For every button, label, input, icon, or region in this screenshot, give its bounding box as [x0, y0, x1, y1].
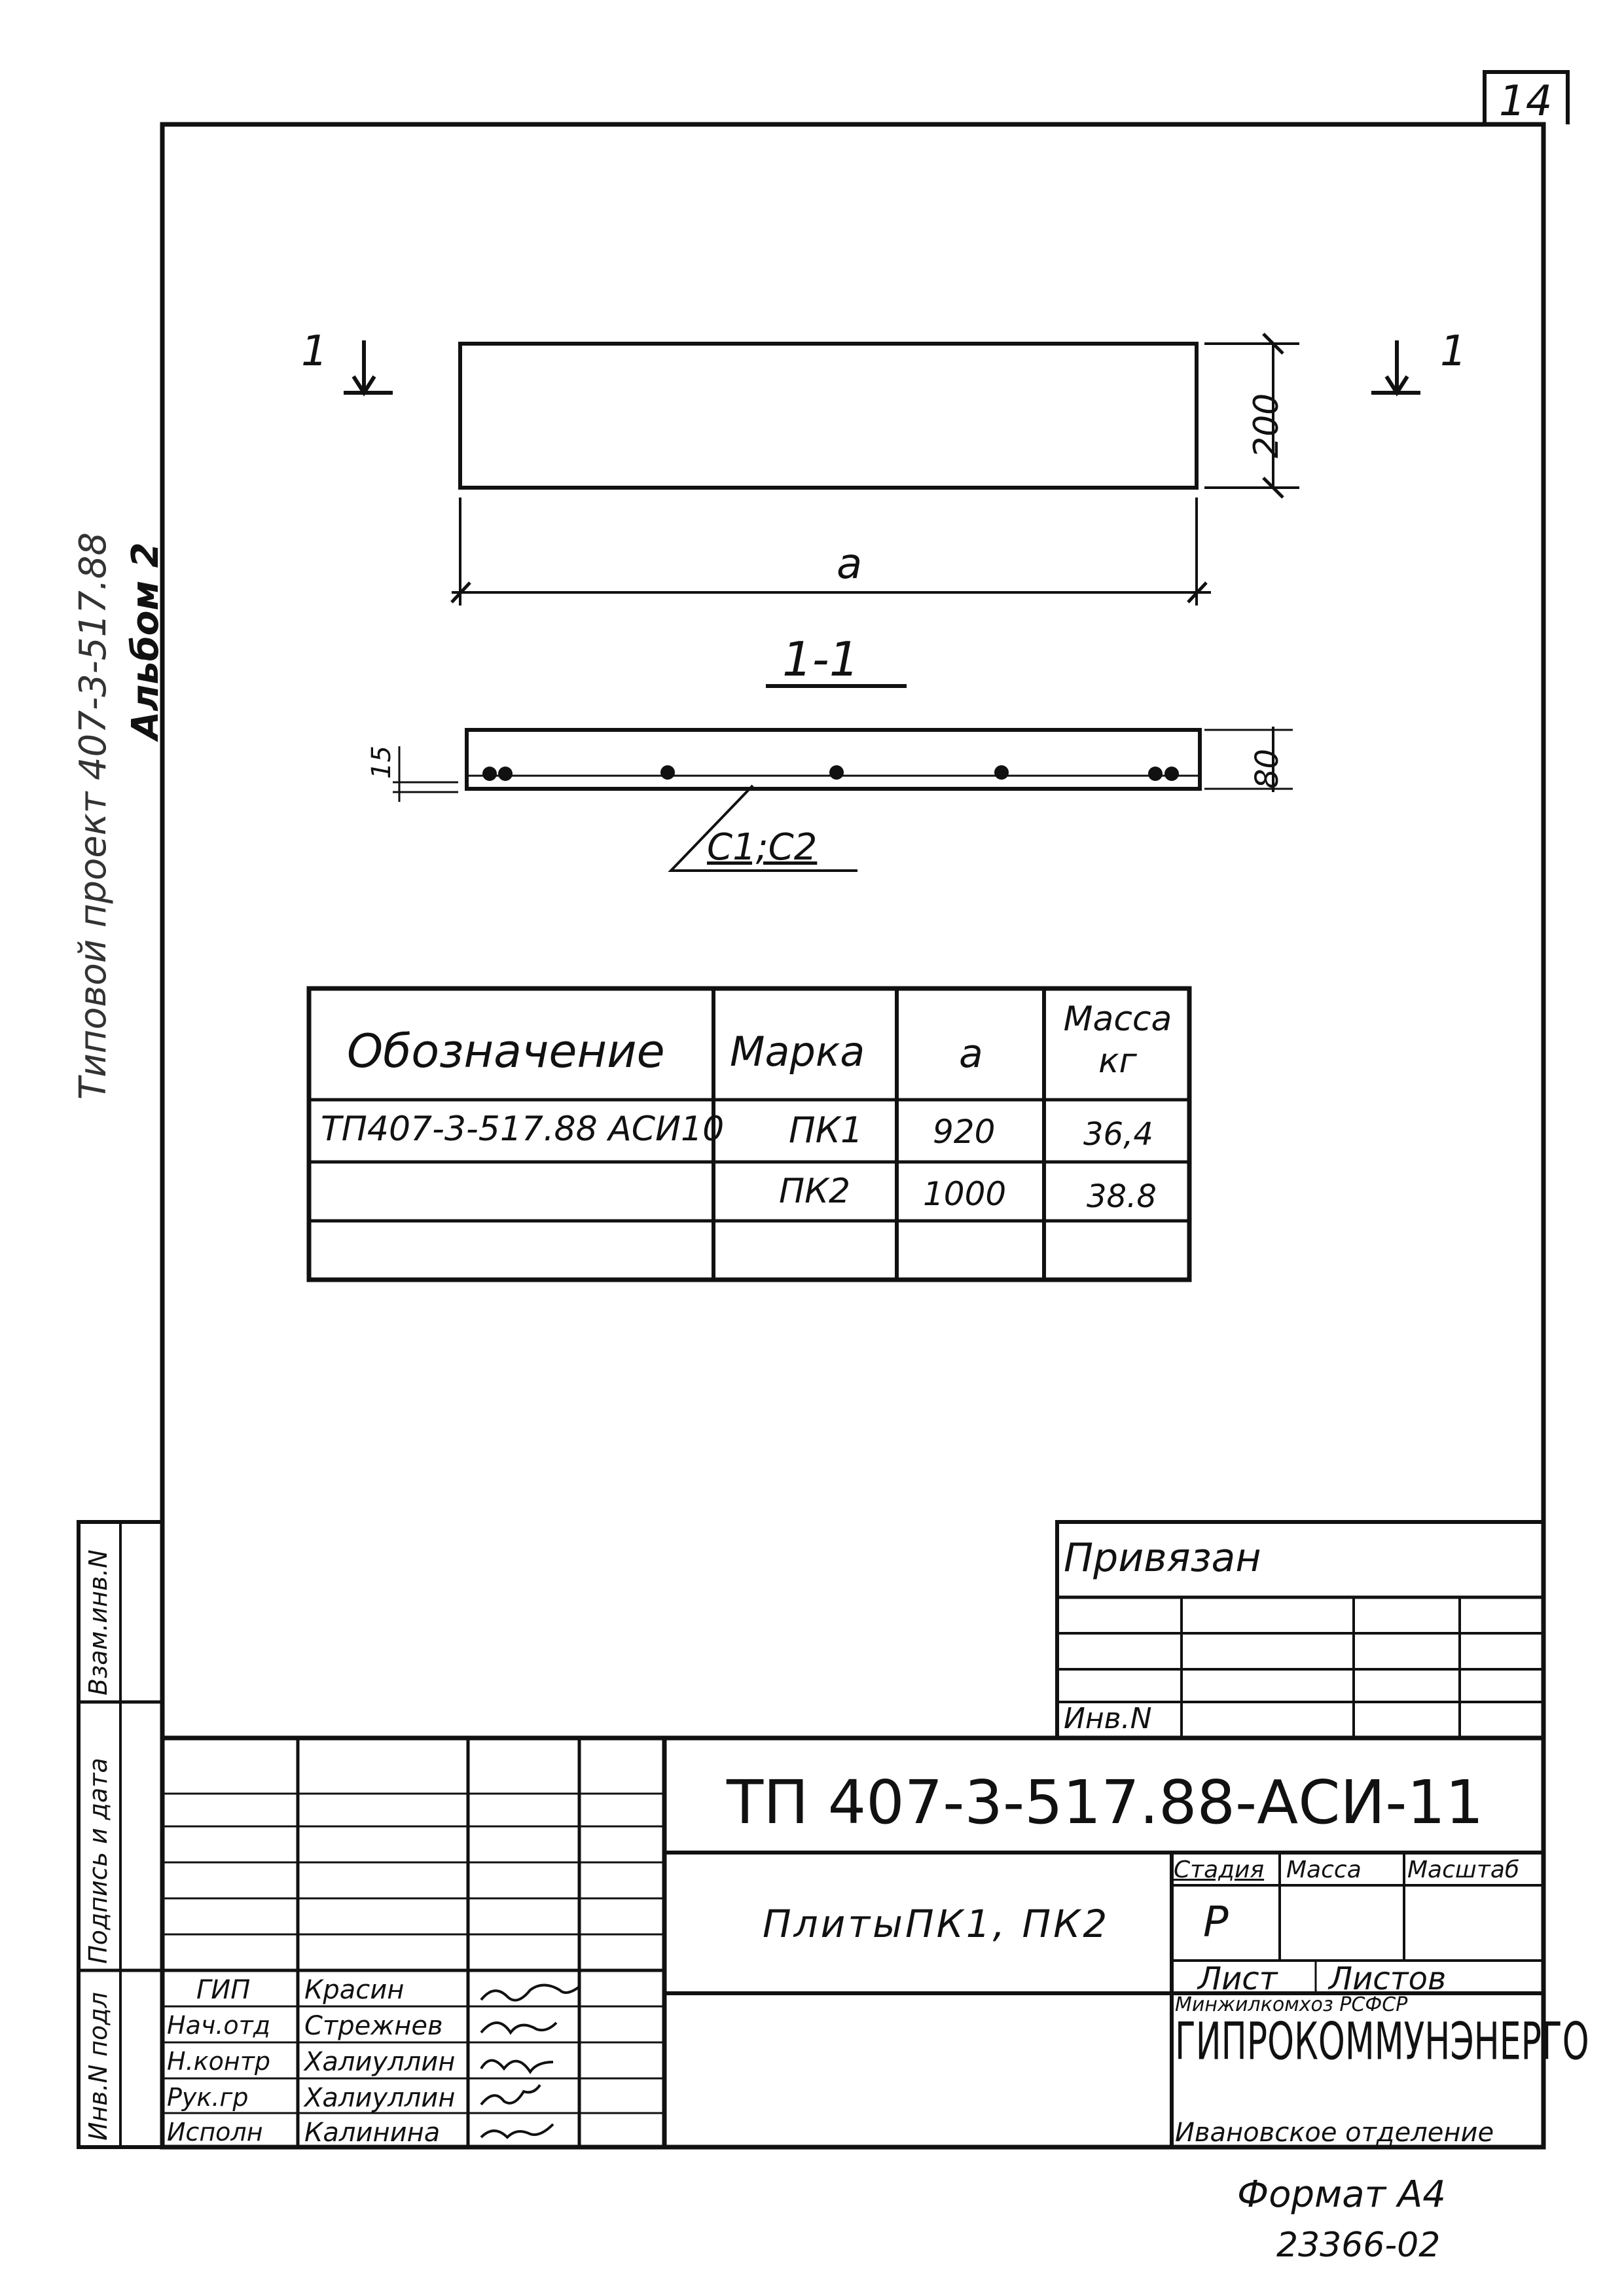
format-label: Формат А4 [1237, 2173, 1446, 2216]
signer-role: Исполн [167, 2118, 263, 2146]
footer-code: 23366-02 [1276, 2226, 1441, 2265]
spec-header-designation: Обозначение [347, 1024, 665, 1078]
signer-role: ГИП [196, 1975, 251, 2005]
stage-label: Стадия [1174, 1856, 1265, 1883]
spec-row-1-a: 920 [933, 1113, 996, 1151]
drawing-title: ПлитыПК1, ПК2 [763, 1902, 1110, 1946]
spec-row-1-designation: ТП407-3-517.88 АСИ10 [321, 1110, 725, 1149]
spec-header-a: a [959, 1031, 983, 1077]
org-name: ГИПРОКОММУНЭНЕРГО [1175, 2013, 1589, 2072]
dim-cover: 15 [367, 746, 397, 779]
dim-length: a [837, 540, 863, 588]
spec-row-2-mass: 38.8 [1087, 1178, 1157, 1215]
strip-label-inv-original: Инв.N подл [84, 1992, 113, 2141]
sheet-number: 14 [1499, 77, 1553, 126]
org-line2: Ивановское отделение [1175, 2118, 1494, 2148]
signer-name: Стрежнев [304, 2011, 443, 2041]
binding-title: Привязан [1064, 1535, 1261, 1581]
signature-marks [481, 1985, 579, 2138]
album-name: Альбом 2 [124, 542, 167, 740]
spec-row-2-mark: ПК2 [779, 1172, 851, 1211]
sheets-label: Листов [1329, 1961, 1447, 1997]
spec-header-mass [1047, 998, 1188, 1082]
stage-value: Р [1203, 1898, 1229, 1947]
rebar-dots [482, 765, 1179, 781]
signer-name: Халиуллин [304, 2083, 456, 2113]
spec-header-mass-line1: Масса [1063, 1000, 1172, 1039]
album-title: Типовой проект 407-3-517.88 [72, 532, 115, 1100]
doc-code: ТП 407-3-517.88-АСИ-11 [727, 1767, 1484, 1837]
spec-row-1-mark: ПК1 [789, 1110, 863, 1151]
org-line1: Минжилкомхоз РСФСР [1175, 1993, 1408, 2016]
dim-height-top: 200 [1247, 393, 1286, 458]
spec-header-mass-line2: кг [1098, 1041, 1137, 1081]
sheet-label: Лист [1198, 1961, 1278, 1997]
signer-role: Рук.гр [167, 2083, 249, 2112]
section-mark-left: 1 [301, 327, 328, 376]
signer-name: Халиуллин [304, 2047, 456, 2077]
spec-header-mark: Марка [730, 1028, 865, 1076]
scale-label: Масштаб [1407, 1856, 1520, 1883]
rebar-callout: С1;С2 [707, 826, 818, 869]
section-mark-right: 1 [1440, 327, 1467, 376]
signer-name: Красин [304, 1975, 405, 2005]
strip-label-replace-inv: Взам.инв.N [84, 1549, 113, 1695]
signer-role: Нач.отд [167, 2011, 271, 2040]
dim-thickness: 80 [1249, 748, 1286, 789]
binding-inv-label: Инв.N [1064, 1702, 1152, 1735]
mass-label: Масса [1286, 1856, 1362, 1883]
strip-label-signature-date: Подпись и дата [84, 1758, 113, 1964]
signer-name: Калинина [304, 2118, 441, 2148]
spec-row-2-a: 1000 [923, 1175, 1007, 1213]
signer-role: Н.контр [167, 2047, 270, 2076]
spec-row-1-mass: 36,4 [1083, 1116, 1153, 1153]
section-title: 1-1 [782, 632, 859, 687]
